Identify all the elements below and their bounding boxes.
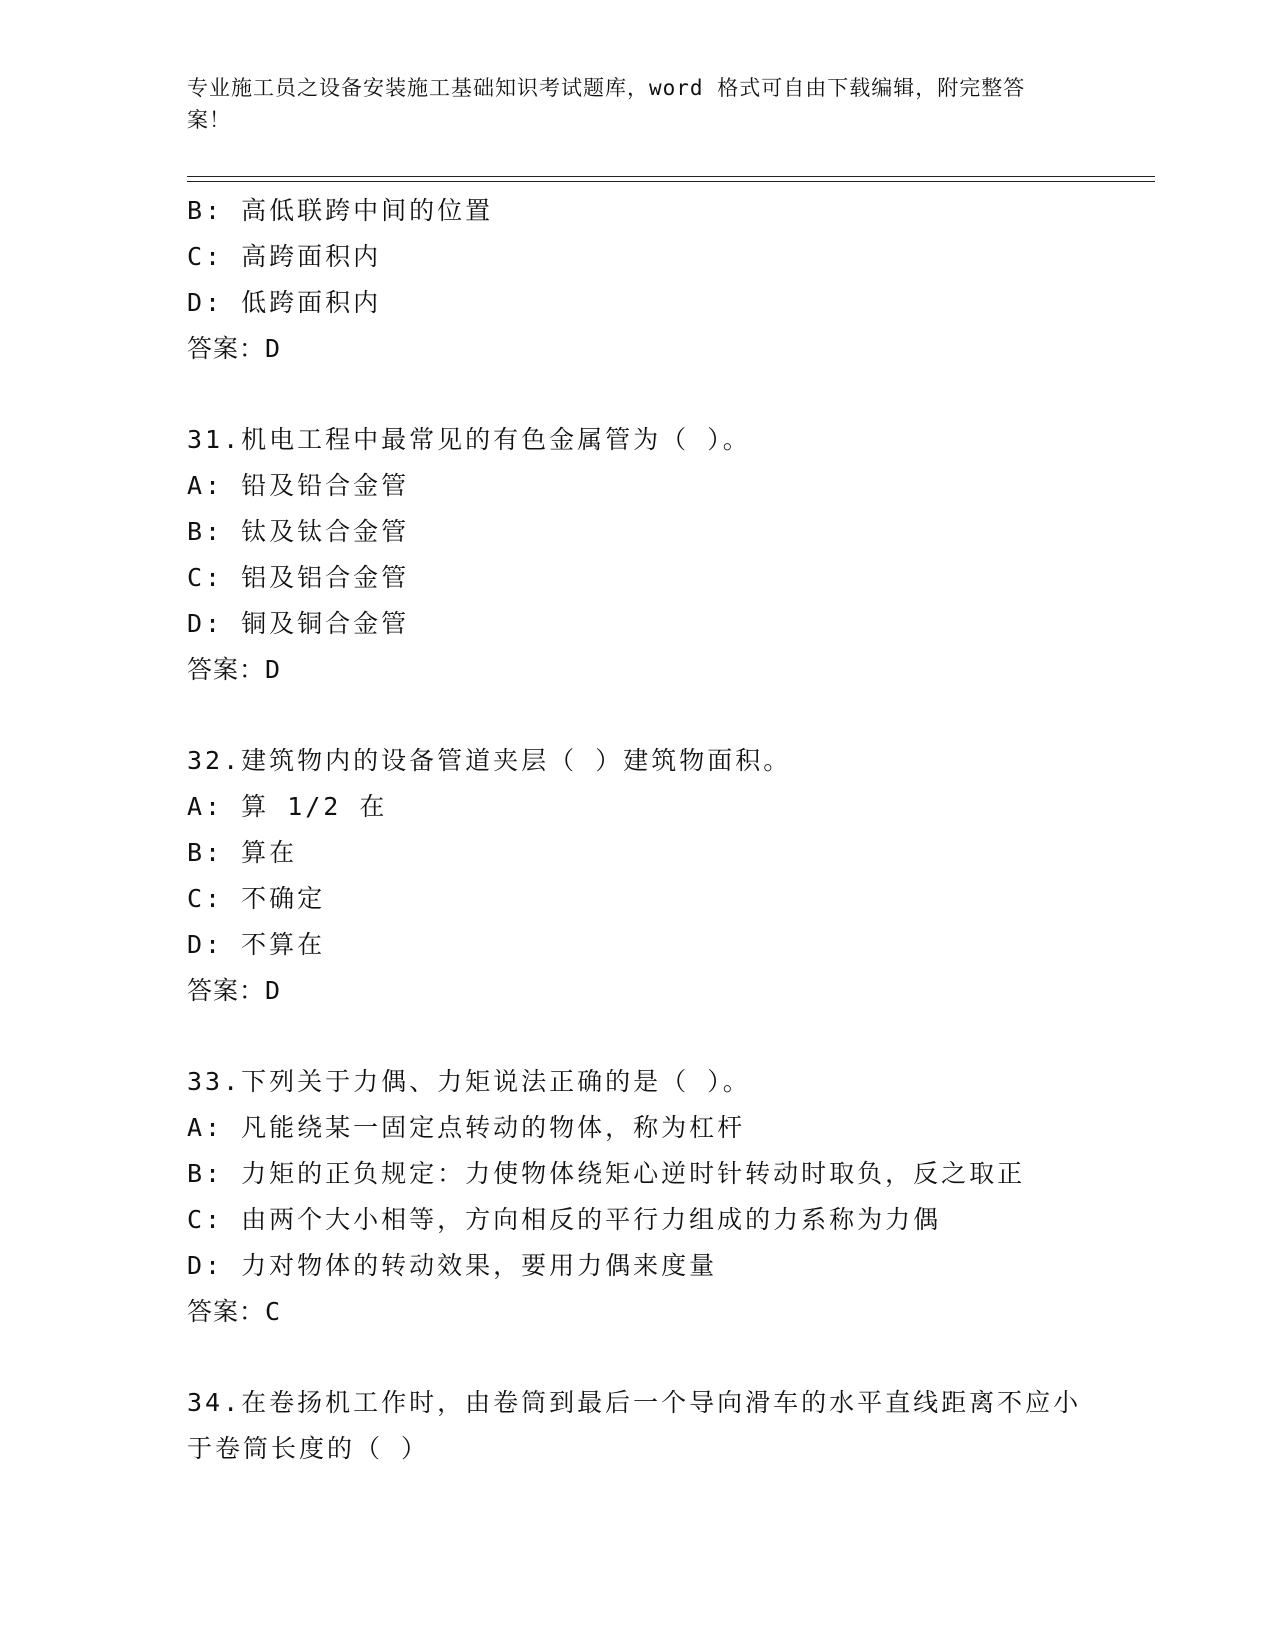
question-block-31 [187,417,1087,693]
option-c: C: 高跨面积内 [187,242,382,271]
question-block-32 [187,738,1087,1014]
question-block-33 [187,1059,1087,1335]
option-d: D: 低跨面积内 [187,288,382,317]
question-list [187,188,1087,1472]
option-c: C: 铝及铝合金管 [187,563,410,592]
question-text: 31.机电工程中最常见的有色金属管为（ ）。 [187,425,751,454]
answer: 答案：C [187,1297,282,1326]
option-d: D: 力对物体的转动效果，要用力偶来度量 [187,1251,718,1280]
option-b: B: 钛及钛合金管 [187,517,410,546]
question-block-30 [187,188,1087,372]
option-a: A: 算 1/2 在 [187,792,388,821]
question-text: 33.下列关于力偶、力矩说法正确的是（ ）。 [187,1067,751,1096]
header-rule-top [187,176,1155,177]
answer: 答案：D [187,655,282,684]
answer: 答案：D [187,334,282,363]
option-c: C: 不确定 [187,884,326,913]
option-c: C: 由两个大小相等，方向相反的平行力组成的力系称为力偶 [187,1205,942,1234]
header-rule-bottom [187,181,1155,182]
option-b: B: 算在 [187,838,298,867]
document-header: 专业施工员之设备安装施工基础知识考试题库，word 格式可自由下载编辑，附完整答案！ [187,76,1026,132]
answer: 答案：D [187,976,282,1005]
question-block-34 [187,1380,1087,1472]
option-d: D: 不算在 [187,930,326,959]
option-a: A: 凡能绕某一固定点转动的物体，称为杠杆 [187,1113,746,1142]
option-b: B: 力矩的正负规定：力使物体绕矩心逆时针转动时取负，反之取正 [187,1159,1026,1188]
option-d: D: 铜及铜合金管 [187,609,410,638]
option-a: A: 铅及铅合金管 [187,471,410,500]
question-text: 34.在卷扬机工作时，由卷筒到最后一个导向滑车的水平直线距离不应小于卷筒长度的（ ） [187,1388,1082,1463]
question-text: 32.建筑物内的设备管道夹层（ ）建筑物面积。 [187,746,792,775]
option-b: B: 高低联跨中间的位置 [187,196,494,225]
